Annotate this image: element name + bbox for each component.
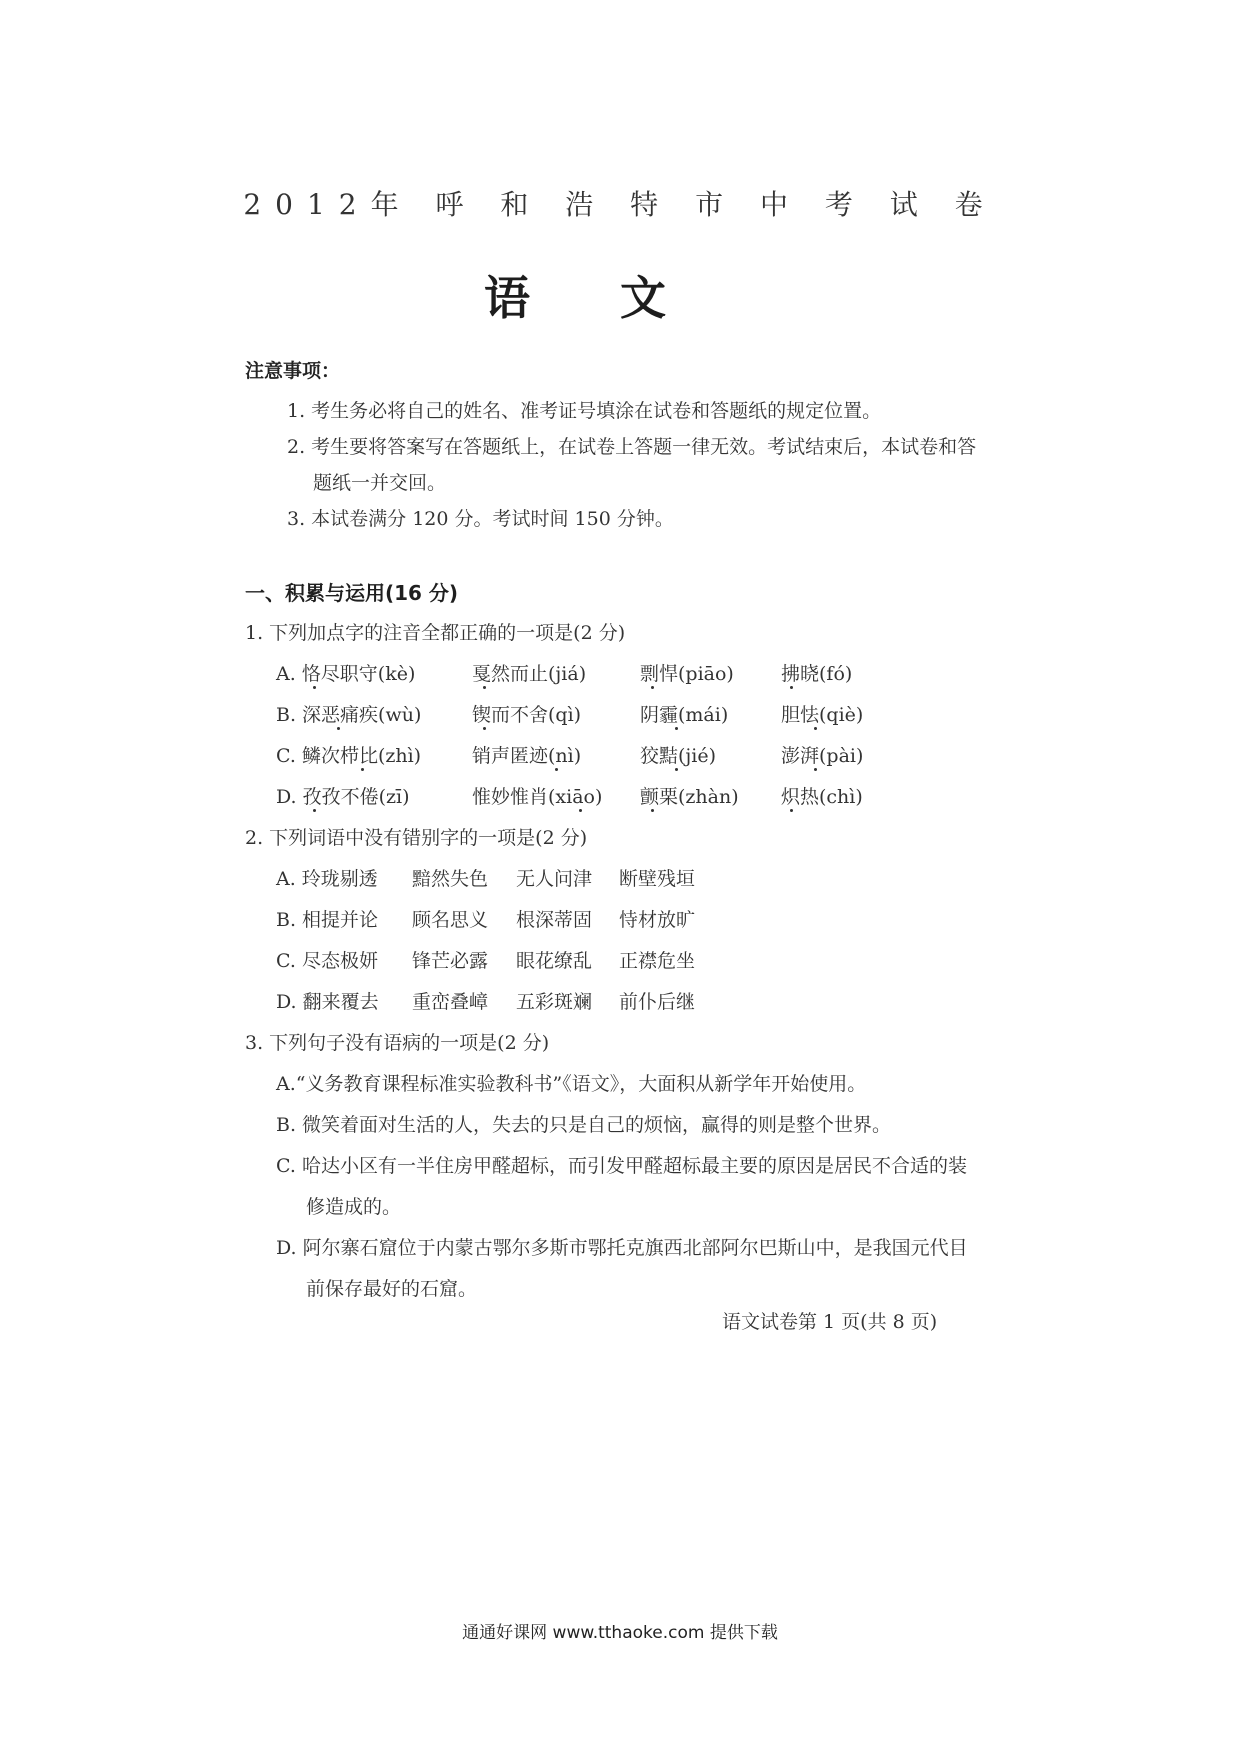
q2-a-item-2: 黯然失色 <box>412 868 489 890</box>
emphasis-dot <box>651 809 654 812</box>
emphasis-dot <box>814 727 817 730</box>
note-item-3: 3. 本试卷满分 120 分。考试时间 150 分钟。 <box>287 508 674 530</box>
q1-d-item-1: D. 孜孜不倦(zī) <box>276 786 410 808</box>
q1-c-item-3: 狡黠(jié) <box>640 745 717 767</box>
emphasis-dot <box>555 768 558 771</box>
q2-b-item-4: 恃材放旷 <box>619 909 696 931</box>
q2-b-item-3: 根深蒂固 <box>516 909 593 931</box>
notes-heading: 注意事项： <box>245 360 341 382</box>
q1-c-item-4: 澎湃(pài) <box>781 745 864 767</box>
q3-option-a: A.“义务教育课程标准实验教科书”《语文》，大面积从新学年开始使用。 <box>276 1073 867 1095</box>
q1-b-item-1: B. 深恶痛疾(wù) <box>276 704 422 726</box>
emphasis-dot <box>675 727 678 730</box>
q2-b-item-1: B. 相提并论 <box>276 909 379 931</box>
emphasis-dot <box>337 727 340 730</box>
q2-b-item-2: 顾名思义 <box>412 909 489 931</box>
q1-b-item-3: 阴霾(mái) <box>640 704 729 726</box>
emphasis-dot <box>483 727 486 730</box>
q1-a-item-2: 戛然而止(jiá) <box>472 663 587 685</box>
q2-d-item-4: 前仆后继 <box>619 991 696 1013</box>
q2-c-item-2: 锋芒必露 <box>412 950 489 972</box>
q1-c-item-1: C. 鳞次栉比(zhì) <box>276 745 422 767</box>
q3-option-c-line2: 修造成的。 <box>306 1196 402 1218</box>
emphasis-dot <box>790 686 793 689</box>
q2-d-item-1: D. 翻来覆去 <box>276 991 379 1013</box>
subject-title: 语文 <box>484 271 756 325</box>
q3-option-d-line2: 前保存最好的石窟。 <box>306 1278 478 1300</box>
q2-c-item-4: 正襟危坐 <box>619 950 696 972</box>
q2-a-item-1: A. 玲珑剔透 <box>276 868 378 890</box>
q1-a-item-1: A. 恪尽职守(kè) <box>276 663 416 685</box>
q2-c-item-1: C. 尽态极妍 <box>276 950 378 972</box>
q3-option-b: B. 微笑着面对生活的人，失去的只是自己的烦恼，赢得的则是整个世界。 <box>276 1114 892 1136</box>
q2-d-item-3: 五彩斑斓 <box>516 991 593 1013</box>
q1-d-item-4: 炽热(chì) <box>781 786 863 808</box>
q1-c-item-2: 销声匿迹(nì) <box>472 745 582 767</box>
emphasis-dot <box>483 686 486 689</box>
q3-option-d-line1: D. 阿尔寨石窟位于内蒙古鄂尔多斯市鄂托克旗西北部阿尔巴斯山中，是我国元代目 <box>276 1237 968 1259</box>
question-3-stem: 3. 下列句子没有语病的一项是(2 分) <box>245 1032 550 1054</box>
q1-b-item-2: 锲而不舍(qì) <box>472 704 582 726</box>
q3-option-c-line1: C. 哈达小区有一半住房甲醛超标，而引发甲醛超标最主要的原因是居民不合适的装 <box>276 1155 967 1177</box>
note-item-1: 1. 考生务必将自己的姓名、准考证号填涂在试卷和答题纸的规定位置。 <box>287 400 882 422</box>
note-item-2-line1: 2. 考生要将答案写在答题纸上，在试卷上答题一律无效。考试结束后，本试卷和答 <box>287 436 977 458</box>
emphasis-dot <box>579 809 582 812</box>
emphasis-dot <box>814 768 817 771</box>
emphasis-dot <box>651 686 654 689</box>
q1-d-item-3: 颤栗(zhàn) <box>640 786 739 808</box>
q1-b-item-4: 胆怯(qiè) <box>781 704 864 726</box>
question-1-stem: 1. 下列加点字的注音全都正确的一项是(2 分) <box>245 622 626 644</box>
q2-a-item-3: 无人问津 <box>516 868 593 890</box>
q1-d-item-2: 惟妙惟肖(xiāo) <box>472 786 603 808</box>
emphasis-dot <box>790 809 793 812</box>
section-heading: 一、积累与运用(16 分) <box>245 581 459 605</box>
exam-title: 2012年 呼 和 浩 特 市 中 考 试 卷 <box>243 188 997 221</box>
emphasis-dot <box>313 809 316 812</box>
q2-a-item-4: 断壁残垣 <box>619 868 696 890</box>
emphasis-dot <box>675 768 678 771</box>
site-footer: 通通好课网 www.tthaoke.com 提供下载 <box>462 1623 778 1643</box>
emphasis-dot <box>313 686 316 689</box>
q2-c-item-3: 眼花缭乱 <box>516 950 593 972</box>
question-2-stem: 2. 下列词语中没有错别字的一项是(2 分) <box>245 827 588 849</box>
page-number-footer: 语文试卷第 1 页(共 8 页) <box>722 1311 938 1333</box>
q2-d-item-2: 重峦叠嶂 <box>412 991 489 1013</box>
emphasis-dot <box>361 768 364 771</box>
q1-a-item-3: 剽悍(piāo) <box>640 663 734 685</box>
note-item-2-line2: 题纸一并交回。 <box>313 472 447 494</box>
q1-a-item-4: 拂晓(fó) <box>781 663 853 685</box>
